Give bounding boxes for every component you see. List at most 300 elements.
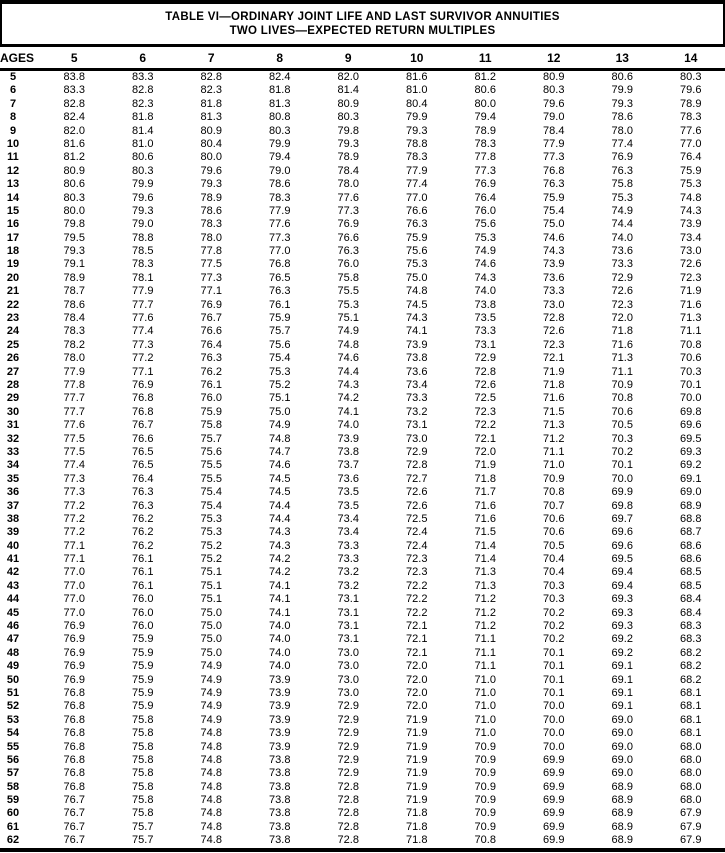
value-cell: 75.9 bbox=[543, 191, 565, 204]
value-cell: 75.9 bbox=[132, 700, 154, 713]
value-cell: 76.5 bbox=[132, 445, 154, 458]
value-cell: 68.0 bbox=[680, 794, 702, 807]
value-cell: 82.0 bbox=[63, 124, 85, 137]
value-cell: 76.1 bbox=[200, 378, 222, 391]
value-cell: 69.7 bbox=[611, 512, 633, 525]
value-cell: 74.9 bbox=[200, 673, 222, 686]
age-cell: 32 bbox=[6, 432, 20, 445]
value-cell: 77.0 bbox=[63, 579, 85, 592]
value-cell: 80.9 bbox=[200, 124, 222, 137]
value-cell: 71.0 bbox=[543, 459, 565, 472]
value-cell: 80.6 bbox=[132, 151, 154, 164]
value-cell: 75.3 bbox=[200, 512, 222, 525]
value-cell: 73.1 bbox=[337, 593, 359, 606]
value-cell: 74.0 bbox=[337, 419, 359, 432]
value-cell: 73.0 bbox=[680, 245, 702, 258]
value-cell: 75.5 bbox=[200, 472, 222, 485]
value-cell: 70.2 bbox=[543, 620, 565, 633]
value-cell: 69.1 bbox=[611, 660, 633, 673]
value-cell: 73.4 bbox=[680, 231, 702, 244]
value-cell: 78.4 bbox=[63, 312, 85, 325]
value-cell: 70.8 bbox=[543, 486, 565, 499]
value-cell: 73.0 bbox=[337, 646, 359, 659]
table-row bbox=[0, 446, 725, 459]
table-row bbox=[0, 258, 725, 271]
value-cell: 72.6 bbox=[474, 378, 496, 391]
age-cell: 29 bbox=[6, 392, 20, 405]
value-cell: 75.0 bbox=[200, 646, 222, 659]
value-cell: 78.3 bbox=[474, 137, 496, 150]
value-cell: 76.5 bbox=[269, 271, 291, 284]
value-cell: 80.4 bbox=[406, 97, 428, 110]
age-cell: 27 bbox=[6, 365, 20, 378]
column-header: 7 bbox=[207, 50, 215, 65]
value-cell: 77.3 bbox=[337, 204, 359, 217]
value-cell: 75.8 bbox=[132, 767, 154, 780]
value-cell: 77.0 bbox=[269, 245, 291, 258]
table-row bbox=[0, 192, 725, 205]
value-cell: 75.8 bbox=[611, 178, 633, 191]
value-cell: 71.6 bbox=[680, 298, 702, 311]
value-cell: 74.9 bbox=[200, 700, 222, 713]
value-cell: 70.2 bbox=[543, 606, 565, 619]
value-cell: 82.3 bbox=[200, 84, 222, 97]
age-cell: 35 bbox=[6, 472, 20, 485]
column-header: 6 bbox=[139, 50, 147, 65]
value-cell: 72.9 bbox=[474, 352, 496, 365]
value-cell: 77.1 bbox=[63, 553, 85, 566]
value-cell: 68.7 bbox=[680, 526, 702, 539]
value-cell: 71.3 bbox=[680, 312, 702, 325]
value-cell: 72.1 bbox=[406, 620, 428, 633]
value-cell: 71.4 bbox=[474, 553, 496, 566]
value-cell: 69.8 bbox=[680, 405, 702, 418]
value-cell: 70.0 bbox=[543, 700, 565, 713]
value-cell: 75.1 bbox=[269, 392, 291, 405]
value-cell: 76.9 bbox=[63, 620, 85, 633]
value-cell: 76.4 bbox=[680, 151, 702, 164]
value-cell: 75.0 bbox=[406, 271, 428, 284]
value-cell: 76.3 bbox=[337, 245, 359, 258]
value-cell: 73.4 bbox=[337, 512, 359, 525]
value-cell: 78.6 bbox=[269, 178, 291, 191]
value-cell: 71.1 bbox=[474, 660, 496, 673]
value-cell: 70.9 bbox=[474, 753, 496, 766]
table-row bbox=[0, 633, 725, 646]
value-cell: 77.2 bbox=[63, 512, 85, 525]
table-row bbox=[0, 71, 725, 84]
value-cell: 78.3 bbox=[269, 191, 291, 204]
value-cell: 72.9 bbox=[337, 740, 359, 753]
value-cell: 77.9 bbox=[63, 365, 85, 378]
table-row bbox=[0, 138, 725, 151]
value-cell: 71.6 bbox=[474, 512, 496, 525]
value-cell: 75.8 bbox=[132, 753, 154, 766]
value-cell: 73.8 bbox=[269, 753, 291, 766]
value-cell: 75.0 bbox=[269, 405, 291, 418]
value-cell: 76.5 bbox=[132, 459, 154, 472]
value-cell: 74.0 bbox=[269, 633, 291, 646]
value-cell: 82.3 bbox=[132, 97, 154, 110]
value-cell: 68.1 bbox=[680, 700, 702, 713]
table-row bbox=[0, 674, 725, 687]
value-cell: 71.2 bbox=[474, 620, 496, 633]
table-row bbox=[0, 218, 725, 231]
value-cell: 74.4 bbox=[337, 365, 359, 378]
value-cell: 71.3 bbox=[611, 352, 633, 365]
value-cell: 76.4 bbox=[200, 338, 222, 351]
value-cell: 69.8 bbox=[611, 499, 633, 512]
age-cell: 21 bbox=[6, 285, 20, 298]
header-row bbox=[0, 47, 725, 71]
table-row bbox=[0, 540, 725, 553]
value-cell: 71.1 bbox=[543, 445, 565, 458]
value-cell: 70.9 bbox=[474, 780, 496, 793]
value-cell: 71.0 bbox=[474, 713, 496, 726]
value-cell: 70.8 bbox=[474, 834, 496, 847]
table-row bbox=[0, 754, 725, 767]
age-cell: 34 bbox=[6, 459, 20, 472]
value-cell: 77.4 bbox=[63, 459, 85, 472]
value-cell: 79.3 bbox=[337, 137, 359, 150]
value-cell: 82.8 bbox=[63, 97, 85, 110]
value-cell: 74.6 bbox=[543, 231, 565, 244]
value-cell: 70.3 bbox=[680, 365, 702, 378]
value-cell: 70.1 bbox=[543, 660, 565, 673]
value-cell: 77.8 bbox=[474, 151, 496, 164]
value-cell: 70.5 bbox=[611, 419, 633, 432]
value-cell: 75.4 bbox=[200, 499, 222, 512]
value-cell: 80.4 bbox=[200, 137, 222, 150]
value-cell: 76.9 bbox=[474, 178, 496, 191]
value-cell: 83.3 bbox=[63, 84, 85, 97]
value-cell: 69.9 bbox=[543, 794, 565, 807]
value-cell: 74.8 bbox=[200, 807, 222, 820]
value-cell: 77.9 bbox=[132, 285, 154, 298]
value-cell: 80.9 bbox=[543, 71, 565, 83]
value-cell: 73.1 bbox=[337, 620, 359, 633]
value-cell: 73.9 bbox=[269, 740, 291, 753]
table-row bbox=[0, 473, 725, 486]
age-cell: 42 bbox=[6, 566, 20, 579]
age-cell: 45 bbox=[6, 606, 20, 619]
value-cell: 76.8 bbox=[63, 767, 85, 780]
age-cell: 41 bbox=[6, 553, 20, 566]
value-cell: 72.5 bbox=[406, 512, 428, 525]
value-cell: 78.4 bbox=[337, 164, 359, 177]
age-cell: 53 bbox=[6, 713, 20, 726]
value-cell: 67.9 bbox=[680, 834, 702, 847]
value-cell: 78.6 bbox=[611, 111, 633, 124]
value-cell: 77.2 bbox=[132, 352, 154, 365]
value-cell: 76.0 bbox=[337, 258, 359, 271]
value-cell: 72.8 bbox=[337, 834, 359, 847]
value-cell: 74.1 bbox=[406, 325, 428, 338]
value-cell: 69.3 bbox=[611, 606, 633, 619]
value-cell: 73.8 bbox=[474, 298, 496, 311]
age-cell: 24 bbox=[6, 325, 20, 338]
age-cell: 40 bbox=[6, 539, 20, 552]
value-cell: 78.0 bbox=[611, 124, 633, 137]
value-cell: 75.9 bbox=[269, 312, 291, 325]
value-cell: 68.4 bbox=[680, 593, 702, 606]
table-row bbox=[0, 620, 725, 633]
value-cell: 70.0 bbox=[543, 713, 565, 726]
value-cell: 72.8 bbox=[337, 780, 359, 793]
column-header: 10 bbox=[410, 50, 424, 65]
age-cell: 17 bbox=[6, 231, 20, 244]
value-cell: 76.1 bbox=[269, 298, 291, 311]
value-cell: 69.5 bbox=[680, 432, 702, 445]
value-cell: 72.8 bbox=[543, 312, 565, 325]
value-cell: 74.8 bbox=[406, 285, 428, 298]
value-cell: 74.9 bbox=[474, 245, 496, 258]
table-row bbox=[0, 593, 725, 606]
value-cell: 75.8 bbox=[132, 780, 154, 793]
value-cell: 75.3 bbox=[269, 365, 291, 378]
value-cell: 74.6 bbox=[337, 352, 359, 365]
table-row bbox=[0, 767, 725, 780]
value-cell: 74.3 bbox=[680, 204, 702, 217]
value-cell: 70.9 bbox=[474, 807, 496, 820]
table-row bbox=[0, 647, 725, 660]
value-cell: 69.6 bbox=[611, 539, 633, 552]
value-cell: 76.6 bbox=[406, 204, 428, 217]
value-cell: 75.7 bbox=[132, 834, 154, 847]
value-cell: 67.9 bbox=[680, 807, 702, 820]
value-cell: 80.3 bbox=[63, 191, 85, 204]
value-cell: 68.9 bbox=[680, 499, 702, 512]
value-cell: 74.9 bbox=[337, 325, 359, 338]
value-cell: 69.9 bbox=[543, 820, 565, 833]
value-cell: 77.8 bbox=[200, 245, 222, 258]
value-cell: 72.9 bbox=[611, 271, 633, 284]
age-cell: 39 bbox=[6, 526, 20, 539]
value-cell: 73.6 bbox=[406, 365, 428, 378]
value-cell: 73.3 bbox=[474, 325, 496, 338]
value-cell: 81.0 bbox=[132, 137, 154, 150]
value-cell: 74.9 bbox=[611, 204, 633, 217]
value-cell: 80.6 bbox=[63, 178, 85, 191]
value-cell: 74.1 bbox=[337, 405, 359, 418]
table-row bbox=[0, 299, 725, 312]
value-cell: 76.7 bbox=[63, 834, 85, 847]
value-cell: 78.5 bbox=[132, 245, 154, 258]
value-cell: 73.8 bbox=[337, 445, 359, 458]
value-cell: 71.1 bbox=[680, 325, 702, 338]
value-cell: 71.9 bbox=[406, 780, 428, 793]
value-cell: 78.9 bbox=[200, 191, 222, 204]
age-cell: 38 bbox=[6, 512, 20, 525]
value-cell: 79.3 bbox=[132, 204, 154, 217]
value-cell: 73.5 bbox=[337, 486, 359, 499]
value-cell: 70.2 bbox=[611, 445, 633, 458]
value-cell: 80.3 bbox=[543, 84, 565, 97]
value-cell: 74.8 bbox=[200, 727, 222, 740]
value-cell: 71.3 bbox=[543, 419, 565, 432]
value-cell: 73.6 bbox=[337, 472, 359, 485]
age-cell: 52 bbox=[6, 700, 20, 713]
value-cell: 72.0 bbox=[611, 312, 633, 325]
value-cell: 81.0 bbox=[406, 84, 428, 97]
value-cell: 74.3 bbox=[406, 312, 428, 325]
value-cell: 72.5 bbox=[474, 392, 496, 405]
column-header: 11 bbox=[478, 50, 492, 65]
value-cell: 70.9 bbox=[474, 740, 496, 753]
value-cell: 70.0 bbox=[611, 472, 633, 485]
value-cell: 75.8 bbox=[132, 794, 154, 807]
age-cell: 10 bbox=[6, 137, 20, 150]
value-cell: 68.6 bbox=[680, 539, 702, 552]
value-cell: 70.8 bbox=[611, 392, 633, 405]
value-cell: 75.7 bbox=[200, 432, 222, 445]
value-cell: 77.0 bbox=[63, 566, 85, 579]
value-cell: 69.6 bbox=[680, 419, 702, 432]
table-row bbox=[0, 607, 725, 620]
age-cell: 15 bbox=[6, 204, 20, 217]
value-cell: 69.2 bbox=[611, 633, 633, 646]
age-cell: 30 bbox=[6, 405, 20, 418]
value-cell: 79.1 bbox=[63, 258, 85, 271]
value-cell: 73.2 bbox=[337, 579, 359, 592]
value-cell: 71.9 bbox=[406, 740, 428, 753]
value-cell: 70.0 bbox=[680, 392, 702, 405]
table-row bbox=[0, 781, 725, 794]
value-cell: 77.5 bbox=[63, 432, 85, 445]
ages-column-header: AGES bbox=[0, 50, 35, 65]
value-cell: 76.3 bbox=[132, 486, 154, 499]
age-cell: 31 bbox=[6, 419, 20, 432]
value-cell: 72.6 bbox=[406, 486, 428, 499]
table-row bbox=[0, 419, 725, 432]
value-cell: 69.9 bbox=[611, 486, 633, 499]
age-cell: 6 bbox=[9, 84, 17, 97]
value-cell: 75.6 bbox=[474, 218, 496, 231]
value-cell: 72.9 bbox=[406, 445, 428, 458]
value-cell: 72.8 bbox=[474, 365, 496, 378]
value-cell: 72.1 bbox=[406, 633, 428, 646]
value-cell: 77.4 bbox=[132, 325, 154, 338]
age-cell: 23 bbox=[6, 312, 20, 325]
value-cell: 69.2 bbox=[611, 646, 633, 659]
value-cell: 67.9 bbox=[680, 820, 702, 833]
value-cell: 71.2 bbox=[474, 593, 496, 606]
value-cell: 70.1 bbox=[543, 673, 565, 686]
table-row bbox=[0, 98, 725, 111]
value-cell: 73.8 bbox=[269, 794, 291, 807]
value-cell: 68.3 bbox=[680, 620, 702, 633]
value-cell: 70.6 bbox=[611, 405, 633, 418]
value-cell: 73.1 bbox=[337, 606, 359, 619]
value-cell: 81.6 bbox=[63, 137, 85, 150]
value-cell: 71.0 bbox=[474, 727, 496, 740]
value-cell: 68.4 bbox=[680, 606, 702, 619]
value-cell: 77.5 bbox=[200, 258, 222, 271]
value-cell: 70.1 bbox=[543, 686, 565, 699]
value-cell: 69.9 bbox=[543, 753, 565, 766]
age-cell: 44 bbox=[6, 593, 20, 606]
value-cell: 76.1 bbox=[132, 553, 154, 566]
value-cell: 75.8 bbox=[337, 271, 359, 284]
value-cell: 75.9 bbox=[132, 686, 154, 699]
value-cell: 80.0 bbox=[200, 151, 222, 164]
value-cell: 72.9 bbox=[337, 700, 359, 713]
value-cell: 81.4 bbox=[132, 124, 154, 137]
value-cell: 75.7 bbox=[269, 325, 291, 338]
value-cell: 69.0 bbox=[611, 740, 633, 753]
value-cell: 74.1 bbox=[269, 606, 291, 619]
value-cell: 79.8 bbox=[337, 124, 359, 137]
table-row bbox=[0, 714, 725, 727]
value-cell: 74.2 bbox=[269, 566, 291, 579]
value-cell: 73.3 bbox=[337, 539, 359, 552]
age-cell: 22 bbox=[6, 298, 20, 311]
value-cell: 80.3 bbox=[680, 71, 702, 83]
table-row bbox=[0, 459, 725, 472]
age-cell: 5 bbox=[9, 71, 17, 83]
value-cell: 76.0 bbox=[132, 620, 154, 633]
value-cell: 77.9 bbox=[406, 164, 428, 177]
value-cell: 74.8 bbox=[200, 780, 222, 793]
table-row bbox=[0, 700, 725, 713]
value-cell: 76.1 bbox=[132, 566, 154, 579]
table-row bbox=[0, 352, 725, 365]
value-cell: 73.1 bbox=[337, 633, 359, 646]
age-cell: 19 bbox=[6, 258, 20, 271]
value-cell: 71.9 bbox=[543, 365, 565, 378]
value-cell: 76.0 bbox=[474, 204, 496, 217]
value-cell: 73.5 bbox=[337, 499, 359, 512]
value-cell: 75.5 bbox=[200, 459, 222, 472]
value-cell: 81.8 bbox=[132, 111, 154, 124]
value-cell: 75.9 bbox=[132, 646, 154, 659]
value-cell: 72.4 bbox=[406, 539, 428, 552]
value-cell: 76.0 bbox=[132, 593, 154, 606]
value-cell: 68.2 bbox=[680, 646, 702, 659]
value-cell: 72.0 bbox=[406, 660, 428, 673]
value-cell: 69.0 bbox=[611, 727, 633, 740]
age-cell: 43 bbox=[6, 579, 20, 592]
value-cell: 71.8 bbox=[543, 378, 565, 391]
value-cell: 72.6 bbox=[680, 258, 702, 271]
value-cell: 71.8 bbox=[611, 325, 633, 338]
value-cell: 77.3 bbox=[269, 231, 291, 244]
value-cell: 70.1 bbox=[543, 646, 565, 659]
value-cell: 72.0 bbox=[406, 686, 428, 699]
value-cell: 72.3 bbox=[543, 338, 565, 351]
value-cell: 75.6 bbox=[269, 338, 291, 351]
value-cell: 81.3 bbox=[269, 97, 291, 110]
value-cell: 77.3 bbox=[63, 486, 85, 499]
value-cell: 73.4 bbox=[406, 378, 428, 391]
value-cell: 74.2 bbox=[337, 392, 359, 405]
value-cell: 73.8 bbox=[269, 807, 291, 820]
value-cell: 70.1 bbox=[611, 459, 633, 472]
value-cell: 68.5 bbox=[680, 566, 702, 579]
value-cell: 78.3 bbox=[132, 258, 154, 271]
table-row bbox=[0, 165, 725, 178]
value-cell: 76.9 bbox=[337, 218, 359, 231]
value-cell: 74.5 bbox=[269, 486, 291, 499]
value-cell: 74.8 bbox=[337, 338, 359, 351]
value-cell: 71.6 bbox=[474, 499, 496, 512]
table-row bbox=[0, 285, 725, 298]
value-cell: 73.9 bbox=[406, 338, 428, 351]
age-cell: 57 bbox=[6, 767, 20, 780]
value-cell: 77.0 bbox=[63, 606, 85, 619]
value-cell: 70.5 bbox=[543, 539, 565, 552]
value-cell: 78.6 bbox=[63, 298, 85, 311]
